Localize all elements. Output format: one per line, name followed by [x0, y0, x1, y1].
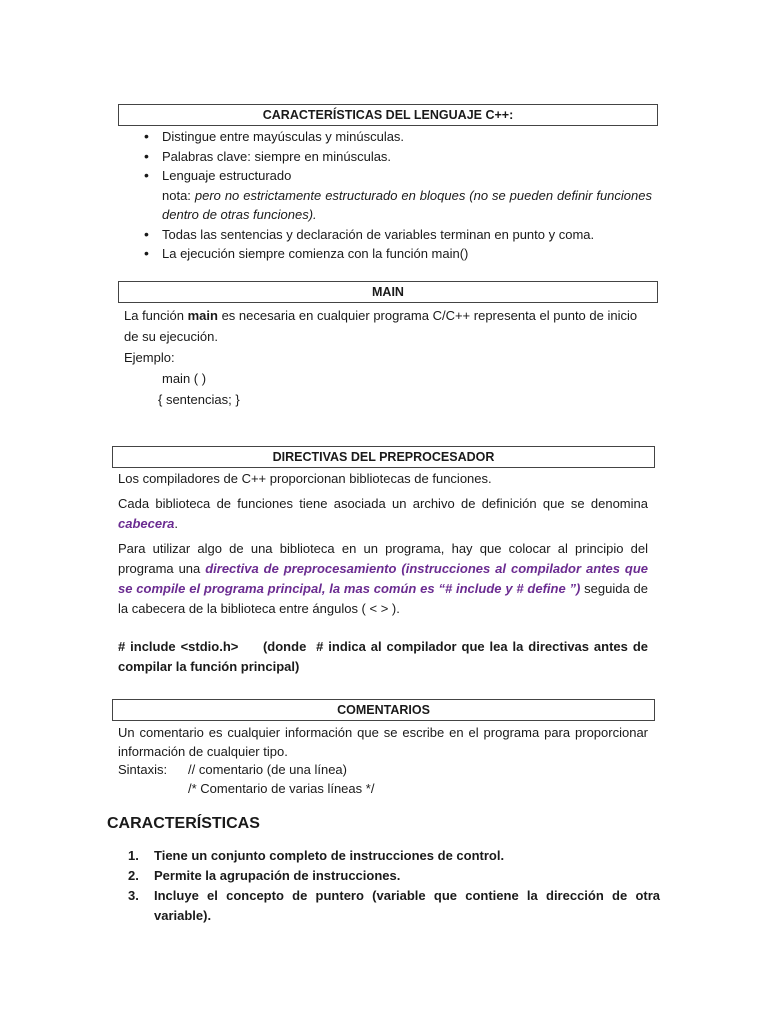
- item-text: Permite la agrupación de instrucciones.: [154, 868, 401, 883]
- syntax-label: Sintaxis:: [118, 762, 168, 777]
- text: La función: [124, 308, 188, 323]
- example-label: Ejemplo:: [124, 350, 175, 365]
- section-caracteristicas-cpp: [140, 127, 652, 264]
- syntax-row: [118, 761, 648, 780]
- item-number: 3.: [128, 888, 139, 903]
- note-paragraph: [140, 186, 652, 225]
- include-line: # include <stdio.h> (donde # indica al compilador que lea la directivas antes de compilar la función principal): [118, 639, 652, 674]
- section-title-directivas: DIRECTIVAS DEL PREPROCESADOR: [112, 446, 655, 468]
- highlight-text: directiva de preprocesamiento (instrucciones al compilador antes que se compile el programa principal, la mas común es “# include y # define ”): [118, 561, 648, 596]
- note-text: pero no estrictamente estructurado en bloques (no se pueden definir funciones dentro de otras funciones).: [162, 187, 652, 222]
- paragraph: [118, 539, 648, 619]
- heading-caracteristicas: CARACTERÍSTICAS: [107, 815, 260, 832]
- section-directivas: [118, 469, 652, 677]
- bold-text: main: [187, 308, 218, 323]
- paragraph: Los compiladores de C++ proporcionan bibliotecas de funciones.: [118, 471, 492, 486]
- item-number: 2.: [128, 868, 139, 883]
- section-title-main: MAIN: [118, 281, 658, 303]
- main-paragraph: [124, 305, 654, 347]
- text: Cada biblioteca de funciones tiene asociada un archivo de definición que se denomina: [118, 496, 648, 511]
- bullet-item: • Todas las sentencias y declaración de variables terminan en punto y coma.: [140, 225, 652, 245]
- list-item: [128, 846, 660, 866]
- bullet-item: • La ejecución siempre comienza con la función main(): [140, 244, 652, 264]
- paragraph: [118, 494, 648, 534]
- highlight-text: cabecera: [118, 516, 175, 531]
- section-comentarios: [118, 724, 648, 798]
- text: Para utilizar algo de una biblioteca en un programa, hay que colocar al principio del programa una: [118, 541, 648, 576]
- text: es necesaria en cualquier programa C/C++ representa el punto de inicio de su ejecución.: [124, 308, 638, 344]
- bullet-item: • Distingue entre mayúsculas y minúsculas.: [140, 127, 652, 147]
- item-text: Tiene un conjunto completo de instrucciones de control.: [154, 848, 505, 863]
- syntax-line: // comentario (de una línea): [188, 762, 347, 777]
- paragraph: Un comentario es cualquier información que se escribe en el programa para proporcionar información de cualquier tipo.: [118, 725, 648, 759]
- section-title-caracteristicas-cpp: CARACTERÍSTICAS DEL LENGUAJE C++:: [118, 104, 658, 126]
- syntax-line: /* Comentario de varias líneas */: [188, 780, 375, 796]
- code-line: { sentencias; }: [158, 392, 240, 407]
- text: .: [174, 516, 179, 531]
- section-title-comentarios: COMENTARIOS: [112, 699, 655, 721]
- text: seguida de la cabecera de la biblioteca entre ángulos ( < > ).: [118, 581, 648, 616]
- item-number: 1.: [128, 848, 139, 863]
- code-line: main ( ): [162, 371, 207, 386]
- bullet-item: • Palabras clave: siempre en minúsculas.: [140, 147, 652, 167]
- list-item: [128, 866, 660, 886]
- section-main: [124, 305, 654, 410]
- list-item: [128, 886, 660, 926]
- note-label: nota:: [162, 187, 195, 203]
- bullet-item: • Lenguaje estructurado: [140, 166, 652, 186]
- section-caracteristicas-list: [128, 846, 660, 926]
- item-text: Incluye el concepto de puntero (variable que contiene la dirección de otra variable).: [154, 888, 660, 923]
